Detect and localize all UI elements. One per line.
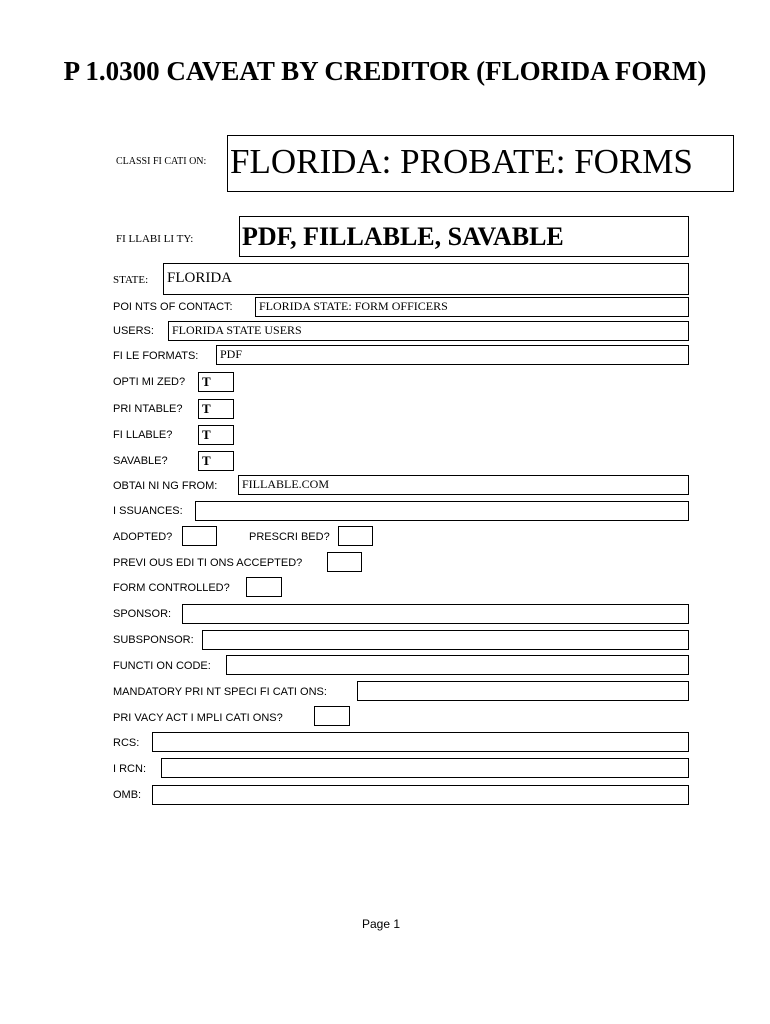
savable-label: SAVABLE? — [113, 455, 168, 467]
rcs-field[interactable] — [152, 732, 689, 752]
optimized-label: OPTI MI ZED? — [113, 376, 186, 388]
ircn-field[interactable] — [161, 758, 689, 778]
state-label: STATE: — [113, 274, 149, 286]
optimized-field[interactable]: T — [198, 372, 234, 392]
omb-field[interactable] — [152, 785, 689, 805]
state-field[interactable]: FLORIDA — [163, 263, 689, 295]
adopted-label: ADOPTED? — [113, 531, 173, 543]
fillability-label: FI LLABI LI TY: — [116, 233, 194, 245]
omb-label: OMB: — [113, 789, 142, 801]
ircn-label: I RCN: — [113, 763, 146, 775]
fillable-label: FI LLABLE? — [113, 429, 173, 441]
prescribed-field[interactable] — [338, 526, 373, 546]
page-title: P 1.0300 CAVEAT BY CREDITOR (FLORIDA FORM) — [63, 56, 707, 86]
subsponsor-field[interactable] — [202, 630, 689, 650]
file-formats-field[interactable]: PDF — [216, 345, 689, 365]
prescribed-label: PRESCRI BED? — [249, 531, 330, 543]
previous-editions-field[interactable] — [327, 552, 362, 572]
mandatory-print-label: MANDATORY PRI NT SPECI FI CATI ONS: — [113, 686, 327, 698]
classification-label: CLASSI FI CATI ON: — [116, 156, 207, 167]
obtaining-from-label: OBTAI NI NG FROM: — [113, 480, 218, 492]
points-of-contact-field[interactable]: FLORIDA STATE: FORM OFFICERS — [255, 297, 689, 317]
privacy-act-field[interactable] — [314, 706, 350, 726]
users-label: USERS: — [113, 325, 154, 337]
form-controlled-field[interactable] — [246, 577, 282, 597]
form-controlled-label: FORM CONTROLLED? — [113, 582, 230, 594]
function-code-field[interactable] — [226, 655, 689, 675]
printable-label: PRI NTABLE? — [113, 403, 183, 415]
privacy-act-label: PRI VACY ACT I MPLI CATI ONS? — [113, 712, 283, 724]
adopted-field[interactable] — [182, 526, 217, 546]
file-formats-label: FI LE FORMATS: — [113, 350, 199, 362]
obtaining-from-field[interactable]: FILLABLE.COM — [238, 475, 689, 495]
function-code-label: FUNCTI ON CODE: — [113, 660, 211, 672]
sponsor-field[interactable] — [182, 604, 689, 624]
classification-field[interactable]: FLORIDA: PROBATE: FORMS — [227, 135, 734, 192]
mandatory-print-field[interactable] — [357, 681, 689, 701]
page-number: Page 1 — [362, 917, 401, 931]
users-field[interactable]: FLORIDA STATE USERS — [168, 321, 689, 341]
sponsor-label: SPONSOR: — [113, 608, 172, 620]
printable-field[interactable]: T — [198, 399, 234, 419]
fillability-field[interactable]: PDF, FILLABLE, SAVABLE — [239, 216, 689, 257]
savable-field[interactable]: T — [198, 451, 234, 471]
points-of-contact-label: POI NTS OF CONTACT: — [113, 301, 233, 313]
subsponsor-label: SUBSPONSOR: — [113, 634, 194, 646]
previous-editions-label: PREVI OUS EDI TI ONS ACCEPTED? — [113, 557, 303, 569]
rcs-label: RCS: — [113, 737, 140, 749]
issuances-label: I SSUANCES: — [113, 505, 183, 517]
fillable-field[interactable]: T — [198, 425, 234, 445]
issuances-field[interactable] — [195, 501, 689, 521]
